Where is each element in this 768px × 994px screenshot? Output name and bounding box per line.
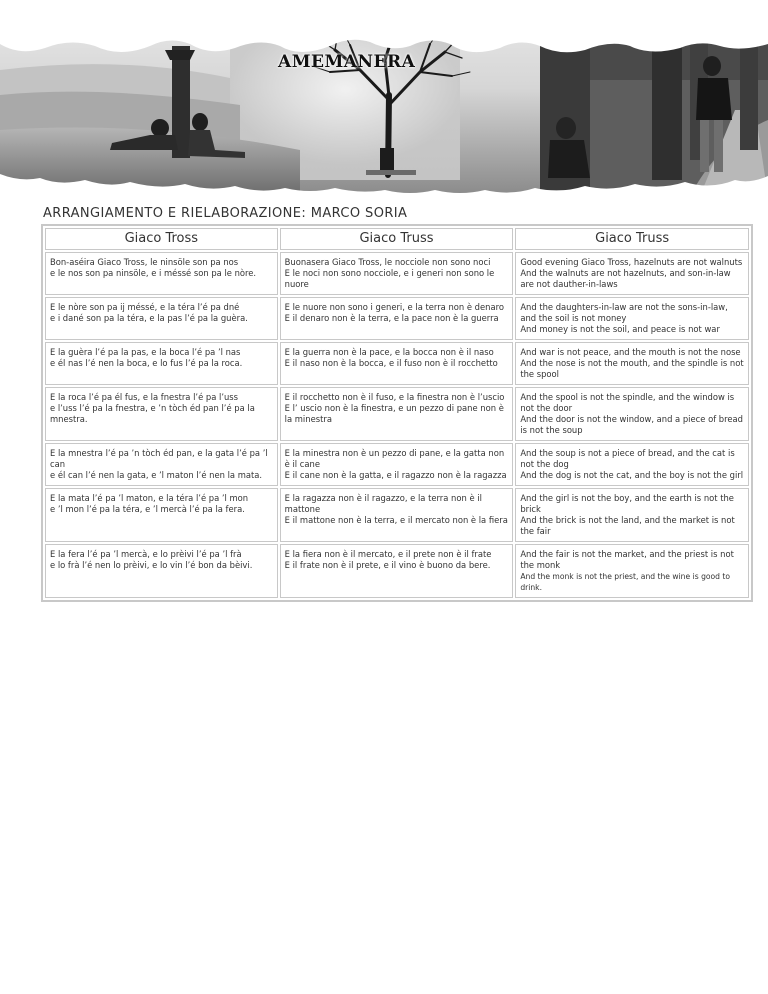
verse-text: E le nuore non sono i generi, e la terra non è denaro E il denaro non è la terra, e la pace non è la guerra: [284, 302, 504, 323]
table-cell: [45, 297, 278, 340]
verse-text: And war is not peace, and the mouth is not the nose And the nose is not the mouth, and the spindle is not the spool: [520, 347, 744, 379]
table-cell: [280, 488, 514, 542]
table-cell: [280, 297, 514, 340]
banner-title: AMEMANERA: [278, 52, 416, 72]
table-cell: [45, 443, 278, 486]
table-row: [45, 387, 749, 441]
verse-text: E la roca l’é pa él fus, e la fnestra l’é pa l’uss e l’uss l’é pa la fnestra, e ’n tòch éd pan l’é pa la mnestra.: [50, 392, 255, 424]
verse-text: Good evening Giaco Tross, hazelnuts are not walnuts And the walnuts are not hazelnuts, and son-in-law are not dauther-in-laws: [520, 257, 743, 289]
table-cell: [515, 387, 749, 441]
table-cell: [45, 544, 278, 598]
table-cell: [45, 342, 278, 385]
verse-text: Bon-aséira Giaco Tross, le ninsöle son pa nos e le nos son pa ninsöle, e i méssé son pa le nòre.: [50, 257, 257, 278]
verse-text: And the soup is not a piece of bread, and the cat is not the dog And the dog is not the cat, and the boy is not the girl: [520, 448, 744, 480]
table-cell: [515, 488, 749, 542]
table-row: [45, 297, 749, 340]
page-heading: ARRANGIAMENTO E RIELABORAZIONE: MARCO SORIA: [43, 206, 408, 221]
table-header-row: [45, 228, 749, 250]
table-cell: [45, 387, 278, 441]
table-cell: [280, 387, 514, 441]
header-banner: [0, 0, 768, 196]
table-cell: [45, 488, 278, 542]
verse-text-small: And the monk is not the priest, and the wine is good to drink.: [520, 572, 731, 592]
table-row: [45, 544, 749, 598]
table-cell: [280, 342, 514, 385]
verse-text: And the daughters-in-law are not the sons-in-law, and the soil is not money And money is not the soil, and peace is not war: [520, 302, 728, 334]
verse-text: E la ragazza non è il ragazzo, e la terra non è il mattone E il mattone non è la terra, e il mercato non è la fiera: [284, 493, 508, 525]
verse-text: E la mnestra l’é pa ’n tòch éd pan, e la gata l’é pa ’l can e él can l’é nen la gata, e ’l maton l’é nen la mata.: [50, 448, 268, 480]
verse-text: E la fera l’é pa ’l mercà, e lo prèivi l’é pa ’l frà e lo frà l’é nen lo prèivi, e lo vin l’é bon da bèivi.: [50, 549, 253, 570]
banner-photo-collage: [0, 0, 768, 196]
table-row: [45, 342, 749, 385]
verse-text: E la mata l’é pa ’l maton, e la téra l’é pa ’l mon e ’l mon l’é pa la téra, e ’l mercà l’é pa la fera.: [50, 493, 249, 514]
lyrics-table: [41, 224, 753, 602]
verse-text: And the spool is not the spindle, and the window is not the door And the door is not the window, and a piece of bread is not the soup: [520, 392, 743, 435]
column-header-italian: Giaco Truss: [280, 228, 514, 250]
table-row: [45, 252, 749, 295]
verse-text: E la guèra l’é pa la pas, e la boca l’é pa ’l nas e él nas l’é nen la boca, e lo fus l’é pa la roca.: [50, 347, 243, 368]
table-cell: [515, 443, 749, 486]
table-cell: [515, 342, 749, 385]
verse-text: And the fair is not the market, and the priest is not the monk: [520, 549, 734, 570]
verse-text: Buonasera Giaco Tross, le nocciole non sono noci E le noci non sono nocciole, e i generi non sono le nuore: [284, 257, 495, 289]
column-header-piedmontese: Giaco Tross: [45, 228, 278, 250]
verse-text: E il rocchetto non è il fuso, e la finestra non è l’uscio E l’ uscio non è la finestra, e un pezzo di pane non è la minestra: [284, 392, 505, 424]
table-cell: [515, 544, 749, 598]
table-cell: [280, 252, 514, 295]
table-cell: [45, 252, 278, 295]
verse-text: E le nòre son pa ij méssé, e la téra l’é pa dné e i dané son pa la téra, e la pas l’é pa la guèra.: [50, 302, 248, 323]
verse-text: E la minestra non è un pezzo di pane, e la gatta non è il cane E il cane non è la gatta, e il ragazzo non è la ragazza: [284, 448, 507, 480]
column-header-english: Giaco Truss: [515, 228, 749, 250]
table-cell: [280, 443, 514, 486]
verse-text: E la fiera non è il mercato, e il prete non è il frate E il frate non è il prete, e il vino è buono da bere.: [284, 549, 492, 570]
verse-text: E la guerra non è la pace, e la bocca non è il naso E il naso non è la bocca, e il fuso non è il rocchetto: [284, 347, 498, 368]
table-row: [45, 488, 749, 542]
table-cell: [280, 544, 514, 598]
table-cell: [515, 297, 749, 340]
table-row: [45, 443, 749, 486]
verse-text: And the girl is not the boy, and the earth is not the brick And the brick is not the land, and the market is not the fair: [520, 493, 735, 536]
table-cell: [515, 252, 749, 295]
